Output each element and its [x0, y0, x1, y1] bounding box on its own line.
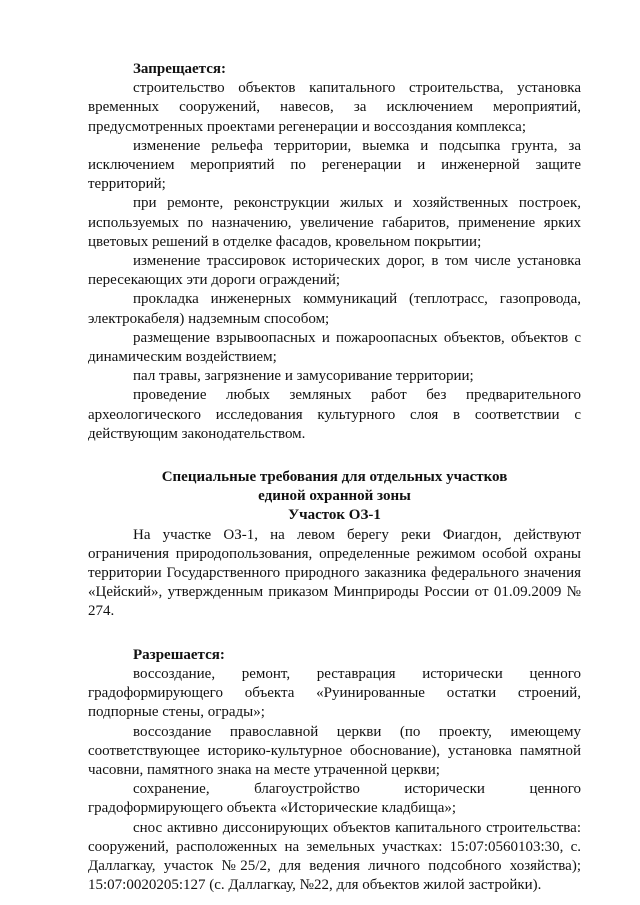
- plot-description: На участке ОЗ-1, на левом берегу реки Фиагдон, действуют ограничения природопользования, определенные режимом особой охраны территории Государственного природного заказника федерального значения «Цейский», утвержденным приказом Минприроды России от 01.09.2009 № 274.: [88, 526, 581, 620]
- prohibited-item: при ремонте, реконструкции жилых и хозяйственных построек, используемых по назначению, увеличение габаритов, применение ярких цветовых решений в отделке фасадов, кровельном покрытии;: [88, 195, 581, 250]
- prohibited-item: изменение рельефа территории, выемка и подсыпка грунта, за исключением мероприятий по регенерации и инженерной защите территорий;: [88, 137, 581, 193]
- prohibited-item: изменение трассировок исторических дорог, в том числе установка пересекающих эти дороги ограждений;: [88, 253, 581, 289]
- prohibited-item: размещение взрывоопасных и пожароопасных объектов, объектов с динамическим воздействием;: [88, 329, 581, 366]
- special-requirements-title: Специальные требования для отдельных участков: [161, 469, 508, 486]
- plot-subtitle: Участок ОЗ-1: [288, 507, 381, 524]
- prohibited-item: прокладка инженерных коммуникаций (теплотрасс, газопровода, электрокабеля) надземным способом;: [88, 291, 581, 327]
- permitted-item: снос активно диссонирующих объектов капитального строительства: сооружений, расположенных на земельных участках: 15:07:0560103:30, с. Даллагкау, участок №25/2, для ведения личного подсобного хозяйства); 15:07:0020205:127 (с. Даллагкау, №22, для объектов жилой застройки).: [88, 819, 581, 894]
- prohibited-heading: Запрещается:: [133, 61, 227, 77]
- document-page: [88, 60, 581, 895]
- special-requirements-title-line2: единой охранной зоны: [258, 488, 411, 505]
- permitted-item: сохранение, благоустройство исторически ценного градоформирующего объекта «Исторические кладбища»;: [88, 781, 581, 817]
- prohibited-item: строительство объектов капитального строительства, установка временных сооружений, навесов, за исключением мероприятий, предусмотренных проектами регенерации и воссоздания комплекса;: [88, 80, 581, 135]
- permitted-item: воссоздание православной церкви (по проекту, имеющему соответствующее историко-культурное обоснование), установка памятной часовни, памятного знака на месте утраченной церкви;: [88, 723, 581, 778]
- permitted-heading: Разрешается:: [133, 646, 225, 663]
- prohibited-item: проведение любых земляных работ без предварительного археологического исследования культурного слоя в соответствии с действующим законодательством.: [88, 387, 581, 442]
- permitted-item: воссоздание, ремонт, реставрация исторически ценного градоформирующего объекта «Руинированные остатки строений, подпорные стены, ограды»;: [88, 665, 581, 721]
- prohibited-item: пал травы, загрязнение и замусоривание территории;: [133, 368, 474, 385]
